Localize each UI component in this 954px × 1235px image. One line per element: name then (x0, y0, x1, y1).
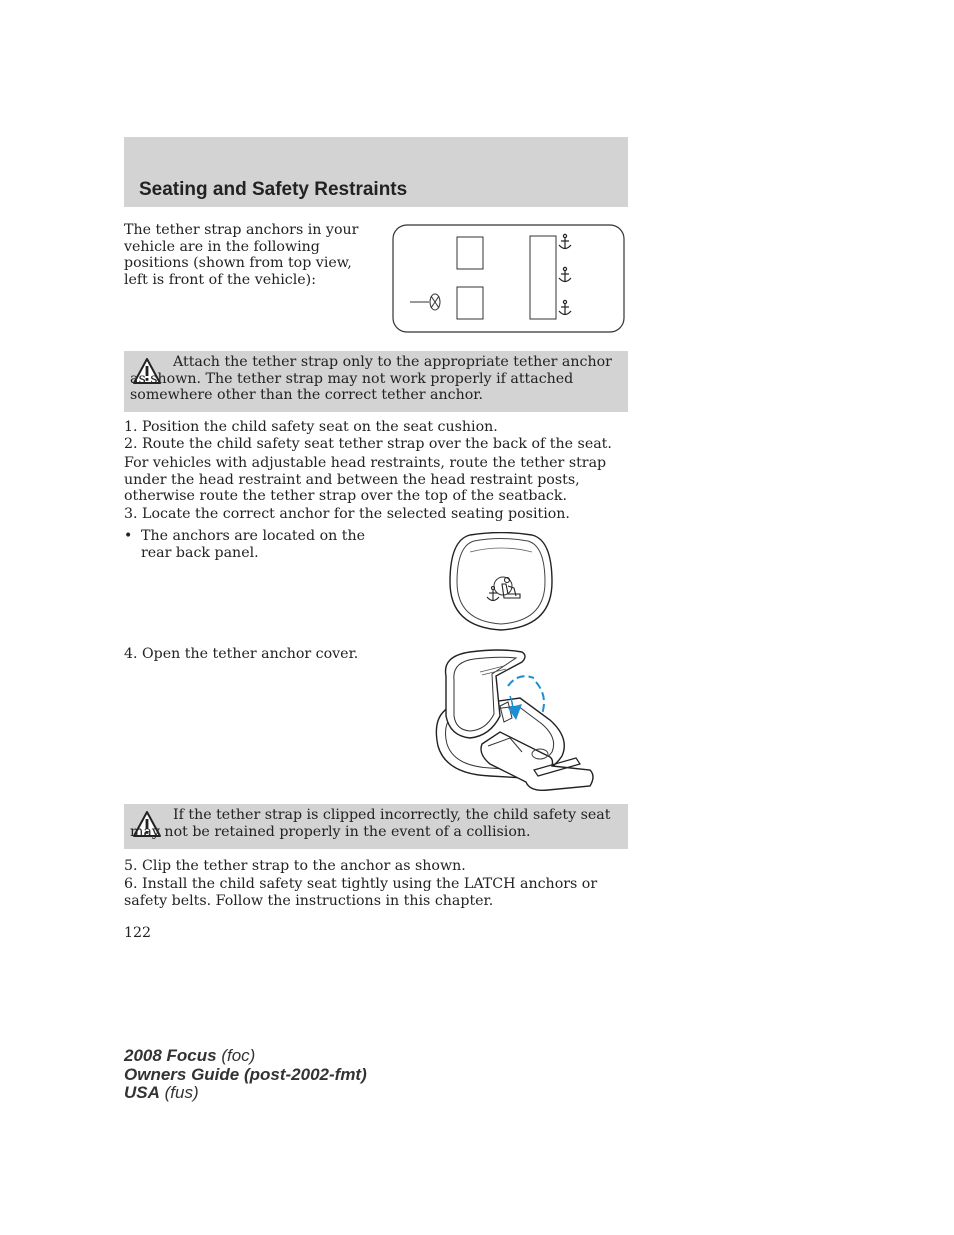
footer-guide: Owners Guide (post-2002-fmt) (124, 1064, 367, 1084)
page-number: 122 (124, 925, 152, 941)
section-header-band (124, 137, 628, 207)
anchor-cover-illustration (430, 646, 596, 794)
head-restraint-note: For vehicles with adjustable head restraints, route the tether strap under the head restraint and between the head restraint posts, otherwise route the tether strap over the top of the seatback. (124, 455, 607, 504)
anchor-positions-diagram (392, 224, 625, 334)
step-5: 5. Clip the tether strap to the anchor as shown. (124, 858, 466, 874)
step-4: 4. Open the tether anchor cover. (124, 646, 359, 662)
warning-box (124, 804, 628, 849)
footer-market: USA (124, 1083, 160, 1102)
warning-text: If the tether strap is clipped incorrectly, the child safety seat may not be retained properly in the event of a collision. (130, 807, 611, 840)
bullet-marker: • (124, 528, 133, 544)
rear-bench (530, 236, 556, 319)
warning-box (124, 351, 628, 412)
bullet-anchor-location: The anchors are located on the rear back panel. (141, 528, 366, 561)
intro-paragraph: The tether strap anchors in your vehicle are in the following positions (shown from top view, left is front of the vehicle): (124, 222, 359, 288)
front-seat-right (457, 287, 483, 319)
front-seat-left (457, 237, 483, 269)
footer-market-code: (fus) (164, 1083, 199, 1102)
section-title: Seating and Safety Restraints (139, 179, 408, 200)
document-footer (124, 1047, 367, 1103)
warning-text: Attach the tether strap only to the appropriate tether anchor as shown. The tether strap may not work properly if attached somewhere other than the correct tether anchor. (130, 354, 612, 403)
step-2: 2. Route the child safety seat tether strap over the back of the seat. (124, 436, 612, 452)
footer-model: 2008 Focus (124, 1046, 217, 1065)
rear-panel-illustration (448, 532, 554, 632)
step-1: 1. Position the child safety seat on the seat cushion. (124, 419, 498, 435)
footer-model-code: (foc) (221, 1046, 256, 1065)
step-6: 6. Install the child safety seat tightly using the LATCH anchors or safety belts. Follow the instructions in this chapter. (124, 876, 598, 909)
step-3: 3. Locate the correct anchor for the selected seating position. (124, 506, 570, 522)
